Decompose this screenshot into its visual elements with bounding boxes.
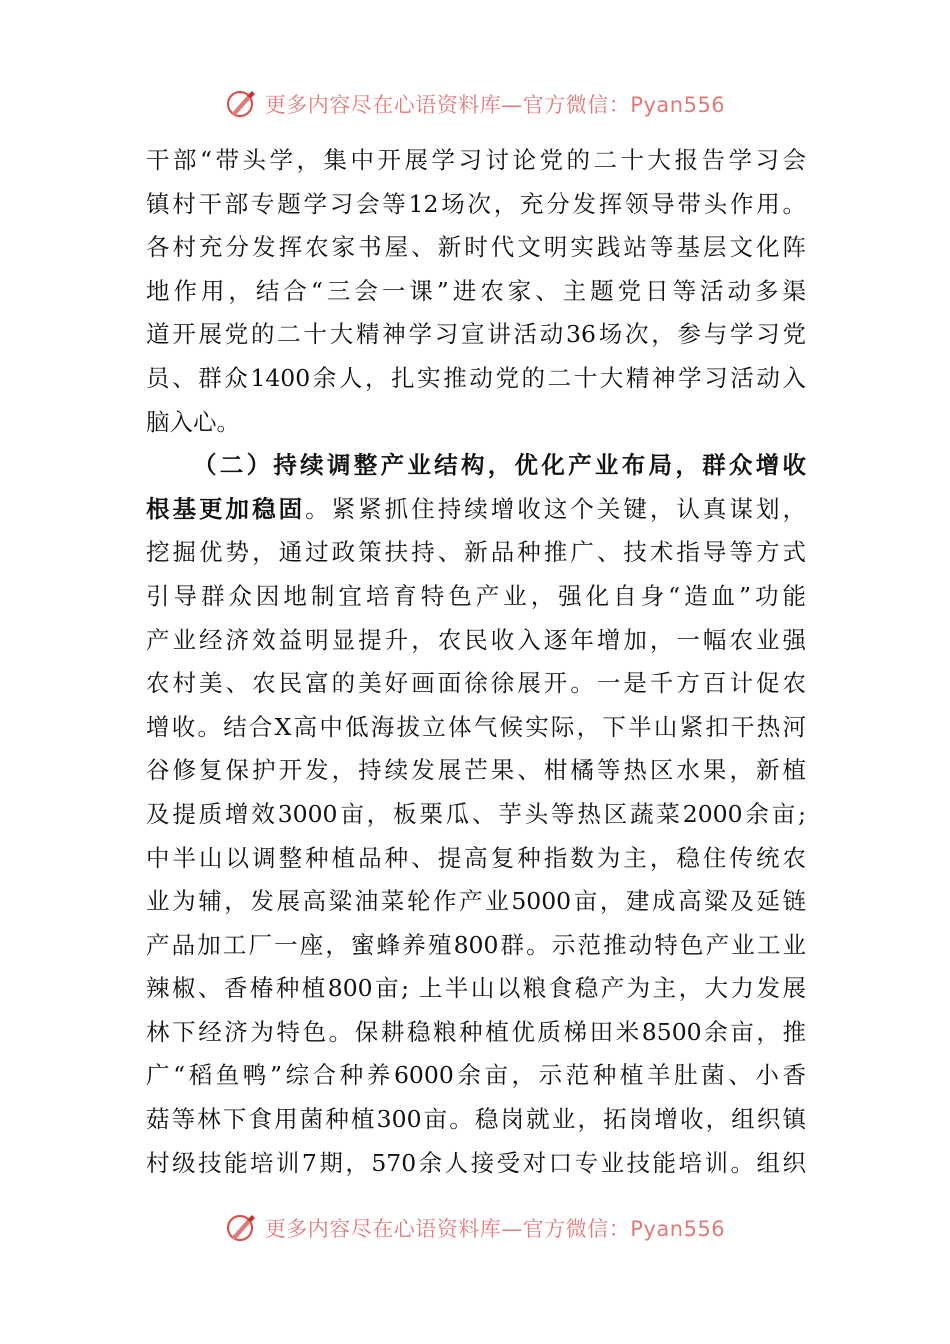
document-body (146, 139, 806, 1185)
text-line: 菇等林下食用菌种植300亩。稳岗就业，拓岗增收，组织镇 (146, 1105, 806, 1134)
text-line: 中半山以调整种植品种、提高复种指数为主，稳住传统农 (146, 843, 806, 872)
watermark-bottom (0, 1208, 950, 1248)
text-line: 及提质增效3000亩，板栗瓜、芋头等热区蔬菜2000余亩; (146, 799, 806, 828)
text-line: 谷修复保护开发，持续发展芒果、柑橘等热区水果，新植 (146, 756, 806, 785)
text-line: 挖掘优势，通过政策扶持、新品种推广、技术指导等方式 (146, 538, 806, 567)
text-line: 脑入心。 (146, 407, 240, 436)
text-line: 地作用，结合“三会一课”进农家、主题党日等活动多渠 (146, 276, 806, 305)
text-line (146, 488, 806, 532)
watermark-text: 更多内容尽在心语资料库—官方微信：Pyan556 (264, 1217, 726, 1241)
text-line: 镇村干部专题学习会等12场次，充分发挥领导带头作用。 (146, 189, 806, 218)
text-line: 业为辅，发展高粱油菜轮作产业5000亩，建成高粱及延链 (146, 887, 806, 916)
text-line-rest: 。紧紧抓住持续增收这个关键，认真谋划， (305, 494, 806, 523)
pen-circle-icon (225, 1211, 259, 1245)
section-heading: （二）持续调整产业结构，优化产业布局，群众增收 (193, 451, 806, 480)
text-line: 干部“带头学，集中开展学习讨论党的二十大报告学习会 (146, 146, 806, 174)
watermark-text: 更多内容尽在心语资料库—官方微信：Pyan556 (264, 93, 726, 117)
watermark-top (0, 84, 950, 124)
paragraph-2 (146, 444, 806, 1185)
text-line: 林下经济为特色。保耕稳粮种植优质梯田米8500余亩，推 (146, 1017, 806, 1046)
text-line: 引导群众因地制宜培育特色产业，强化自身“造血”功能 (146, 581, 806, 610)
text-line: 产品加工厂一座，蜜蜂养殖800群。示范推动特色产业工业 (146, 930, 806, 959)
text-line: 辣椒、香椿种植800亩; 上半山以粮食稳产为主，大力发展 (146, 974, 806, 1003)
section-heading-continued: 根基更加稳固 (146, 494, 306, 523)
text-line: 农村美、农民富的美好画面徐徐展开。一是千方百计促农 (146, 669, 806, 698)
pen-circle-icon (225, 87, 259, 121)
text-line: 广“稻鱼鸭”综合种养6000余亩，示范种植羊肚菌、小香 (146, 1061, 806, 1090)
text-line: 道开展党的二十大精神学习宣讲活动36场次，参与学习党 (146, 320, 806, 349)
text-line: 增收。结合X高中低海拔立体气候实际，下半山紧扣干热河 (146, 712, 806, 741)
text-line: 村级技能培训7期，570余人接受对口专业技能培训。组织 (146, 1148, 806, 1177)
paragraph-1 (146, 139, 806, 444)
text-line: 各村充分发挥农家书屋、新时代文明实践站等基层文化阵 (146, 233, 806, 262)
text-line: 产业经济效益明显提升，农民收入逐年增加，一幅农业强 (146, 625, 806, 654)
text-line: 员、群众1400余人，扎实推动党的二十大精神学习活动入 (146, 363, 806, 392)
